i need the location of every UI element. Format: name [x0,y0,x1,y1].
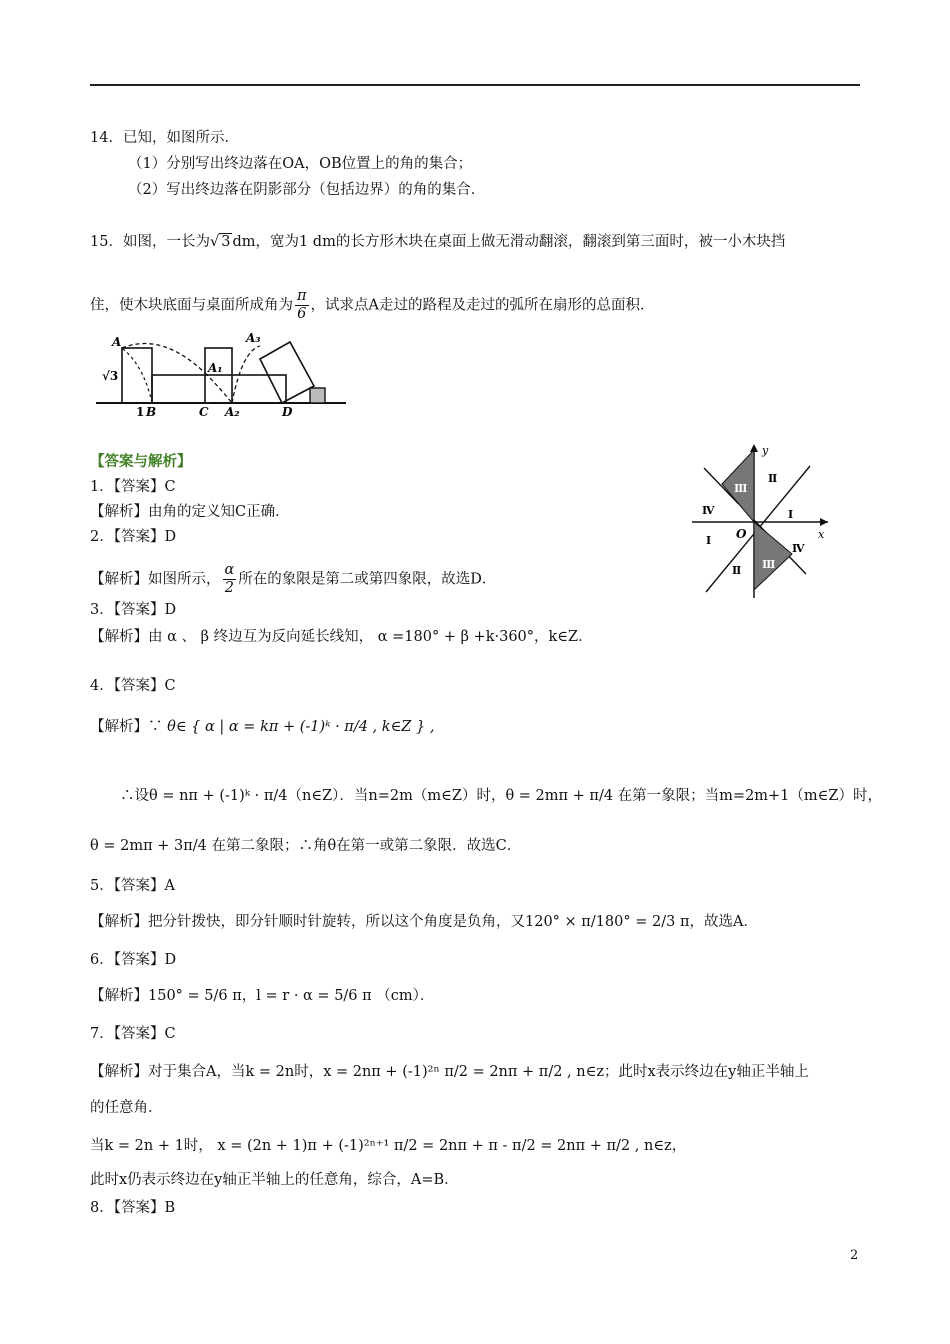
header-rule [90,84,860,86]
region-I-right: Ⅰ [788,508,794,521]
label-C: C [199,405,209,418]
answer-2: 2．【答案】D [90,529,177,545]
q15-line2-post: ，试求点A走过的路程及走过的弧所在扇形的总面积． [310,297,655,314]
region-II-top: Ⅱ [768,472,778,485]
q15-line1 [90,232,785,252]
explanation-2-pre: 【解析】如图所示， [90,571,221,588]
answer-7: 7．【答案】C [90,1026,176,1042]
q14-sub2: （2）写出终边落在阴影部分（包括边界）的角的集合． [128,182,486,198]
label-A2: A₂ [225,405,240,418]
q15-fraction: $\frac{\pi}{6}$ [297,288,307,322]
explanation-7-line3: 当k = 2n + 1时， x = (2n + 1)π + (-1)²ⁿ⁺¹ π/2 = 2nπ + π - π/2 = 2nπ + π/2 , n∈z， [90,1138,687,1154]
region-IV-left: Ⅳ [702,504,715,517]
explanation-2 [90,562,496,597]
answer-8: 8．【答案】B [90,1200,176,1216]
explanation-6: 【解析】150° = 5/6 π，l = r · α = 5/6 π （cm）． [90,988,435,1004]
explanation-7-line2: 的任意角． [90,1100,163,1116]
explanation-4-pre: 【解析】∵ [90,719,163,735]
label-1: 1 [136,405,145,418]
quadrant-figure [688,440,836,600]
explanation-7-line4: 此时x仍表示终边在y轴正半轴上的任意角，综合，A=B． [90,1172,459,1188]
rolling-block-figure [92,326,352,418]
axis-x-label: x [818,528,825,541]
answer-3: 3．【答案】D [90,602,177,618]
label-D: D [282,405,293,418]
label-A3: A₃ [246,331,261,345]
region-I-left: Ⅰ [706,534,712,547]
axis-y-label: y [762,444,769,457]
origin-label: O [736,527,747,541]
q15-mid: dm，宽为1 dm的长方形木块在桌面上做无滑动翻滚，翻滚到第三面时，被一小木块挡 [232,234,786,250]
answers-heading: 【答案与解析】 [90,453,192,470]
region-III-bottom: Ⅲ [762,558,776,571]
q15-line2-pre: 住，使木块底面与桌面所成角为 [90,297,293,314]
q15-sqrt: √ 3 [209,234,231,250]
label-B: B [146,405,157,418]
region-IV-right: Ⅳ [792,542,805,555]
label-A1: A₁ [208,361,223,375]
explanation-4-line2: ∴设θ = nπ + (-1)ᵏ · π/4（n∈Z）．当n=2m（m∈Z）时，θ = 2mπ + π/4 在第一象限；当m=2m+1（m∈Z）时， [120,788,882,804]
answer-6: 6．【答案】D [90,952,177,968]
explanation-2-post: 所在的象限是第二或第四象限，故选D． [238,571,497,588]
q15-pre: 15．如图，一长为 [90,234,210,250]
explanation-3: 【解析】由 α 、 β 终边互为反向延长线知， α =180° + β +k·360°，k∈Z． [90,629,593,645]
explanation-4-line3: θ = 2mπ + 3π/4 在第二象限；∴角θ在第一或第二象限．故选C． [90,838,522,854]
explanation-4 [90,717,434,737]
explanation-1: 【解析】由角的定义知C正确． [90,504,290,520]
q14-sub1: （1）分别写出终边落在OA，OB位置上的角的集合； [128,156,473,172]
answer-5: 5．【答案】A [90,878,175,894]
explanation-5: 【解析】把分针拨快，即分针顺时针旋转，所以这个角度是负角，又120° × π/180° = 2/3 π，故选A． [90,914,758,930]
label-sqrt3: √3 [102,369,119,383]
explanation-7-line1: 【解析】对于集合A，当k = 2n时，x = 2nπ + (-1)²ⁿ π/2 = 2nπ + π/2 , n∈z；此时x表示终边在y轴正半轴上 [90,1064,809,1080]
page-number: 2 [850,1248,859,1263]
q14-title: 14．已知，如图所示． [90,130,239,146]
alpha-half-fraction: $\frac{\alpha}{2}$ [224,562,235,596]
explanation-4-set: θ∈ { α | α = kπ + (-1)ᵏ · π/4 , k∈Z } , [167,719,435,735]
answer-1: 1．【答案】C [90,479,176,495]
region-II-bottom: Ⅱ [732,564,742,577]
q15-line2 [90,288,655,323]
label-A: A [112,335,122,349]
region-III-top: Ⅲ [734,482,748,495]
answer-4: 4．【答案】C [90,678,176,694]
